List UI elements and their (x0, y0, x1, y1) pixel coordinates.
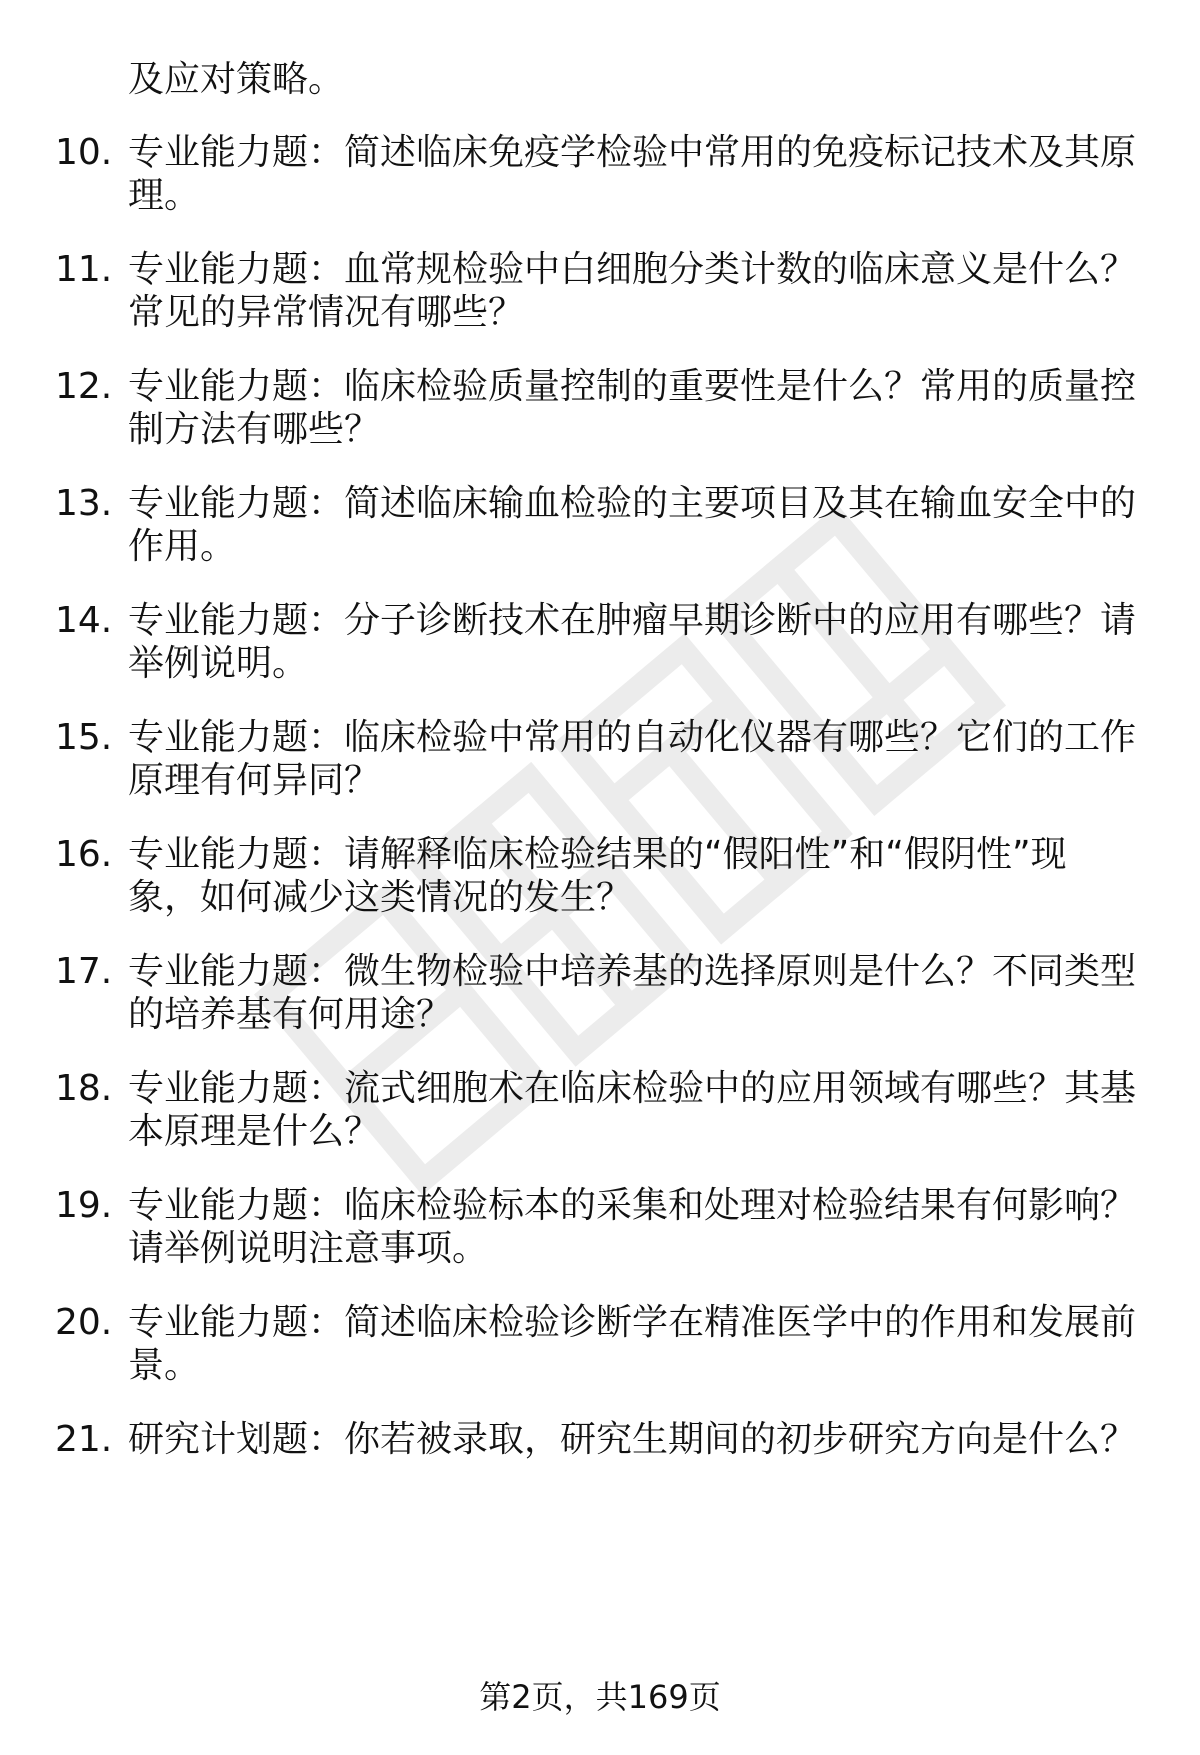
question-number: 12. (55, 366, 113, 407)
question-text: 专业能力题：分子诊断技术在肿瘤早期诊断中的应用有哪些？请 (128, 600, 1137, 641)
question-text: 专业能力题：简述临床检验诊断学在精准医学中的作用和发展前 (128, 1302, 1137, 1343)
question-text: 制方法有哪些？ (128, 409, 381, 450)
question-text: 景。 (128, 1345, 201, 1386)
question-number: 13. (55, 483, 113, 524)
question-number: 21. (55, 1419, 113, 1460)
question-text: 的培养基有何用途？ (128, 994, 453, 1035)
question-text: 专业能力题：临床检验中常用的自动化仪器有哪些？它们的工作 (128, 717, 1137, 758)
question-number: 14. (55, 600, 113, 641)
question-text: 举例说明。 (128, 643, 309, 684)
question-text: 专业能力题：血常规检验中白细胞分类计数的临床意义是什么？ (128, 249, 1137, 290)
question-text: 常见的异常情况有哪些？ (128, 292, 525, 333)
question-text: 专业能力题：流式细胞术在临床检验中的应用领域有哪些？其基 (128, 1068, 1137, 1109)
question-text: 理。 (128, 175, 201, 216)
question-number: 11. (55, 249, 113, 290)
question-text: 专业能力题：临床检验质量控制的重要性是什么？常用的质量控 (128, 366, 1137, 407)
question-number: 17. (55, 951, 113, 992)
question-text: 专业能力题：简述临床输血检验的主要项目及其在输血安全中的 (128, 483, 1137, 524)
question-number: 10. (55, 132, 113, 173)
question-text: 专业能力题：临床检验标本的采集和处理对检验结果有何影响？ (128, 1185, 1137, 1226)
question-text: 专业能力题：请解释临床检验结果的“假阳性”和“假阴性”现 (128, 834, 1067, 875)
question-text: 原理有何异同？ (128, 760, 381, 801)
question-text: 本原理是什么？ (128, 1111, 381, 1152)
page-footer: 第2页，共169页 (479, 1678, 721, 1716)
question-text: 请举例说明注意事项。 (128, 1228, 489, 1269)
question-number: 15. (55, 717, 113, 758)
question-text: 专业能力题：微生物检验中培养基的选择原则是什么？不同类型 (128, 951, 1137, 992)
question-number: 20. (55, 1302, 113, 1343)
question-text: 作用。 (128, 526, 237, 567)
question-number: 19. (55, 1185, 113, 1226)
question-number: 18. (55, 1068, 113, 1109)
question-text: 专业能力题：简述临床免疫学检验中常用的免疫标记技术及其原 (128, 132, 1137, 173)
question-text: 研究计划题：你若被录取，研究生期间的初步研究方向是什么？ (128, 1419, 1137, 1460)
question-number: 16. (55, 834, 113, 875)
question-text: 象，如何减少这类情况的发生？ (128, 877, 633, 918)
continuation-text: 及应对策略。 (128, 59, 345, 100)
